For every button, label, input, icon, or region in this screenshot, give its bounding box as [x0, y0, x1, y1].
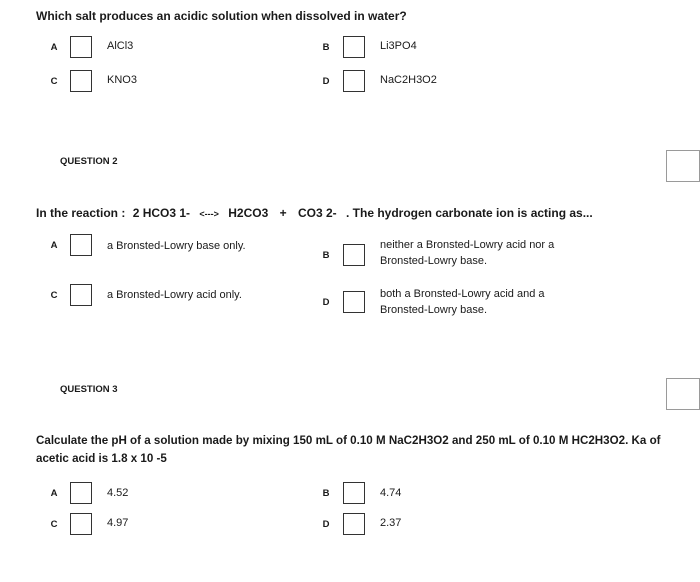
q2-option-c-checkbox[interactable] [70, 284, 92, 306]
q2-question-tail: . The hydrogen carbonate ion is acting as... [346, 206, 593, 220]
q2-option-a-letter: A [50, 240, 58, 251]
q1-option-c-text: KNO3 [107, 74, 137, 86]
q2-product-1: H2CO3 [228, 206, 269, 220]
q3-option-a-text: 4.52 [107, 487, 129, 499]
q3-option-c-checkbox[interactable] [70, 513, 92, 535]
q2-option-d-checkbox[interactable] [343, 291, 365, 313]
q3-option-c-text: 4.97 [107, 517, 129, 529]
q3-heading: QUESTION 3 [60, 384, 118, 395]
q2-option-a-text: a Bronsted-Lowry base only. [107, 240, 246, 252]
q2-heading: QUESTION 2 [60, 156, 118, 167]
q3-option-d-text: 2.37 [380, 517, 402, 529]
q2-option-b-checkbox[interactable] [343, 244, 365, 266]
q1-option-a-letter: A [50, 42, 58, 53]
q3-option-b-letter: B [322, 488, 330, 499]
q3-option-a-checkbox[interactable] [70, 482, 92, 504]
q3-option-c-letter: C [50, 519, 58, 530]
q2-reaction-prefix: In the reaction : [36, 206, 126, 220]
q2-option-a-checkbox[interactable] [70, 234, 92, 256]
q3-points-box [666, 378, 700, 410]
q3-option-a-letter: A [50, 488, 58, 499]
q3-question-line-1: Calculate the pH of a solution made by mixing 150 mL of 0.10 M NaC2H3O2 and 250 mL of 0.10 M HC2H3O2. Ka of [36, 434, 661, 447]
q2-option-c-letter: C [50, 290, 58, 301]
q3-option-b-text: 4.74 [380, 487, 402, 499]
q3-option-b-checkbox[interactable] [343, 482, 365, 504]
q2-equilibrium-arrow: <---> [199, 209, 219, 219]
q2-option-b-letter: B [322, 250, 330, 261]
q2-question-text [36, 206, 593, 220]
q1-option-d-checkbox[interactable] [343, 70, 365, 92]
q1-option-c-checkbox[interactable] [70, 70, 92, 92]
q2-option-c-text: a Bronsted-Lowry acid only. [107, 289, 242, 301]
q1-question-text: Which salt produces an acidic solution when dissolved in water? [36, 9, 407, 23]
q2-points-box [666, 150, 700, 182]
q2-option-d-letter: D [322, 297, 330, 308]
q1-option-a-text: AlCl3 [107, 40, 134, 52]
q1-option-b-letter: B [322, 42, 330, 53]
q3-option-d-letter: D [322, 519, 330, 530]
q3-option-d-checkbox[interactable] [343, 513, 365, 535]
q1-option-c-letter: C [50, 76, 58, 87]
q2-product-2: CO3 2- [297, 206, 337, 220]
q2-option-d-text: both a Bronsted-Lowry acid and a Bronsted-Lowry base. [380, 288, 545, 316]
q1-option-a-checkbox[interactable] [70, 36, 92, 58]
q2-option-b-text: neither a Bronsted-Lowry acid nor a Bronsted-Lowry base. [380, 239, 555, 267]
q1-option-d-text: NaC2H3O2 [380, 74, 437, 86]
q1-option-b-text: Li3PO4 [380, 40, 417, 52]
q2-reactant: 2 HCO3 1- [132, 206, 191, 220]
q1-option-b-checkbox[interactable] [343, 36, 365, 58]
q1-option-d-letter: D [322, 76, 330, 87]
q3-question-line-2: acetic acid is 1.8 x 10 -5 [36, 452, 167, 465]
q2-plus: + [279, 206, 287, 220]
